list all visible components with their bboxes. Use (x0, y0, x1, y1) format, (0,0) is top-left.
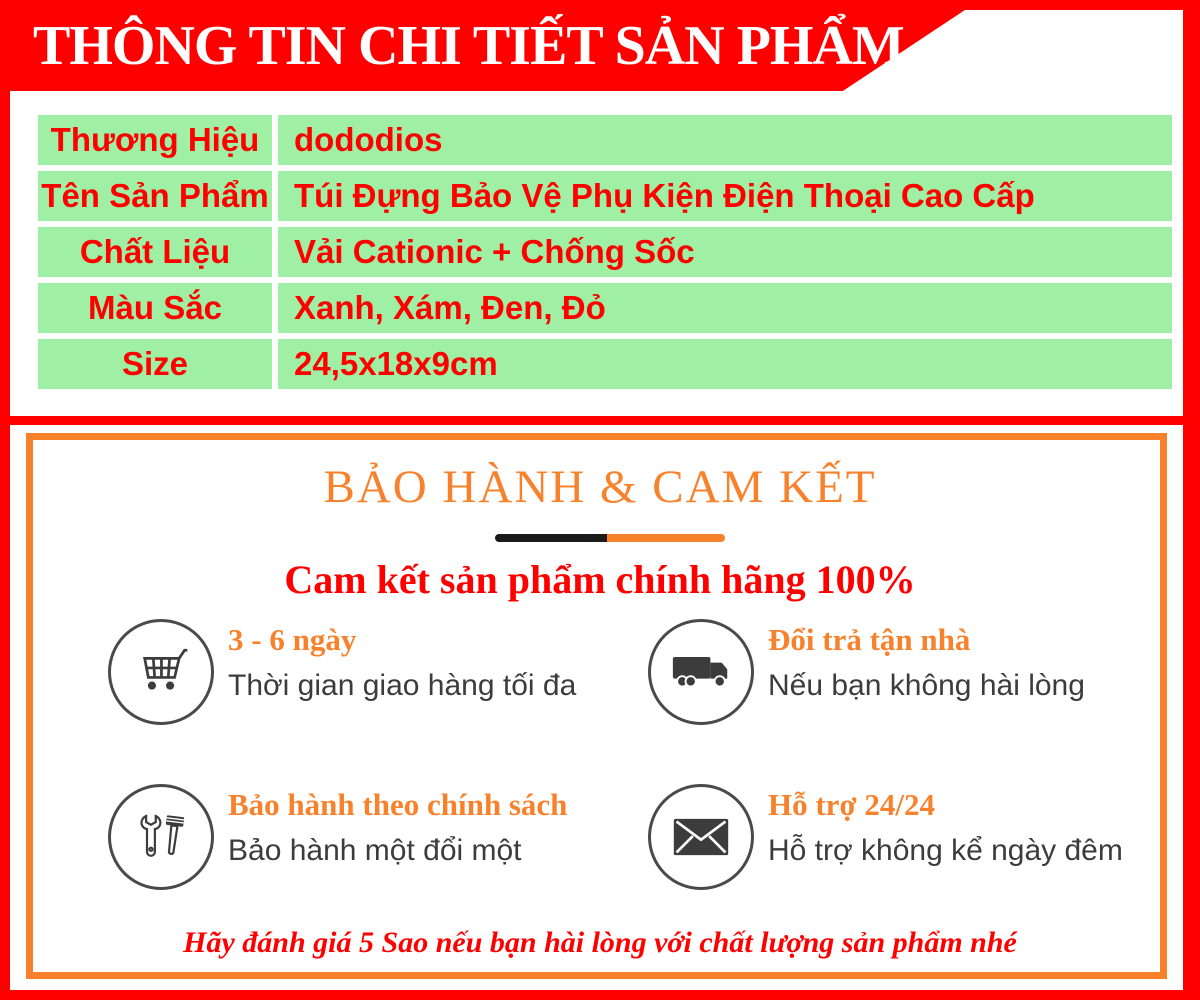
title-divider-bar (495, 534, 725, 542)
spec-label-brand: Thương Hiệu (38, 115, 272, 165)
feature-circle-warranty (108, 784, 214, 890)
feature-title: Hỗ trợ 24/24 (768, 787, 935, 822)
rating-note: Hãy đánh giá 5 Sao nếu bạn hài lòng với chất lượng sản phẩm nhé (183, 926, 1017, 959)
spec-label-size: Size (38, 339, 272, 389)
spec-value-color: Xanh, Xám, Đen, Đỏ (278, 283, 1172, 333)
spec-value-size: 24,5x18x9cm (278, 339, 1172, 389)
spec-value-material: Vải Cationic + Chống Sốc (278, 227, 1172, 277)
feature-return (768, 623, 1085, 703)
spec-label-color: Màu Sắc (38, 283, 272, 333)
spec-label-product-name: Tên Sản Phẩm (38, 171, 272, 221)
repair-tools-icon (133, 809, 189, 865)
feature-desc: Hỗ trợ không kể ngày đêm (768, 834, 1123, 867)
delivery-truck-icon (671, 650, 731, 694)
feature-shipping (228, 623, 576, 703)
feature-circle-support (648, 784, 754, 890)
feature-title: Đổi trả tận nhà (768, 622, 971, 657)
feature-title: 3 - 6 ngày (228, 622, 357, 657)
shopping-cart-icon (132, 643, 190, 701)
feature-desc: Thời gian giao hàng tối đa (228, 669, 577, 702)
warranty-subtitle: Cam kết sản phẩm chính hãng 100% (284, 557, 916, 602)
envelope-icon (672, 816, 730, 858)
feature-desc: Bảo hành một đổi một (228, 834, 522, 867)
spec-table (38, 115, 1172, 389)
page-title: THÔNG TIN CHI TIẾT SẢN PHẨM (33, 15, 904, 77)
spec-label-material: Chất Liệu (38, 227, 272, 277)
feature-circle-shipping (108, 619, 214, 725)
feature-title: Bảo hành theo chính sách (228, 787, 568, 822)
frame-bottom-border (0, 990, 1200, 1000)
feature-warranty (228, 788, 567, 868)
feature-desc: Nếu bạn không hài lòng (768, 669, 1085, 702)
feature-circle-return (648, 619, 754, 725)
section-divider (0, 416, 1200, 425)
spec-value-brand: dododios (278, 115, 1172, 165)
spec-value-product-name: Túi Đựng Bảo Vệ Phụ Kiện Điện Thoại Cao Cấp (278, 171, 1172, 221)
feature-support (768, 788, 1123, 868)
warranty-title: BẢO HÀNH & CAM KẾT (323, 461, 877, 513)
